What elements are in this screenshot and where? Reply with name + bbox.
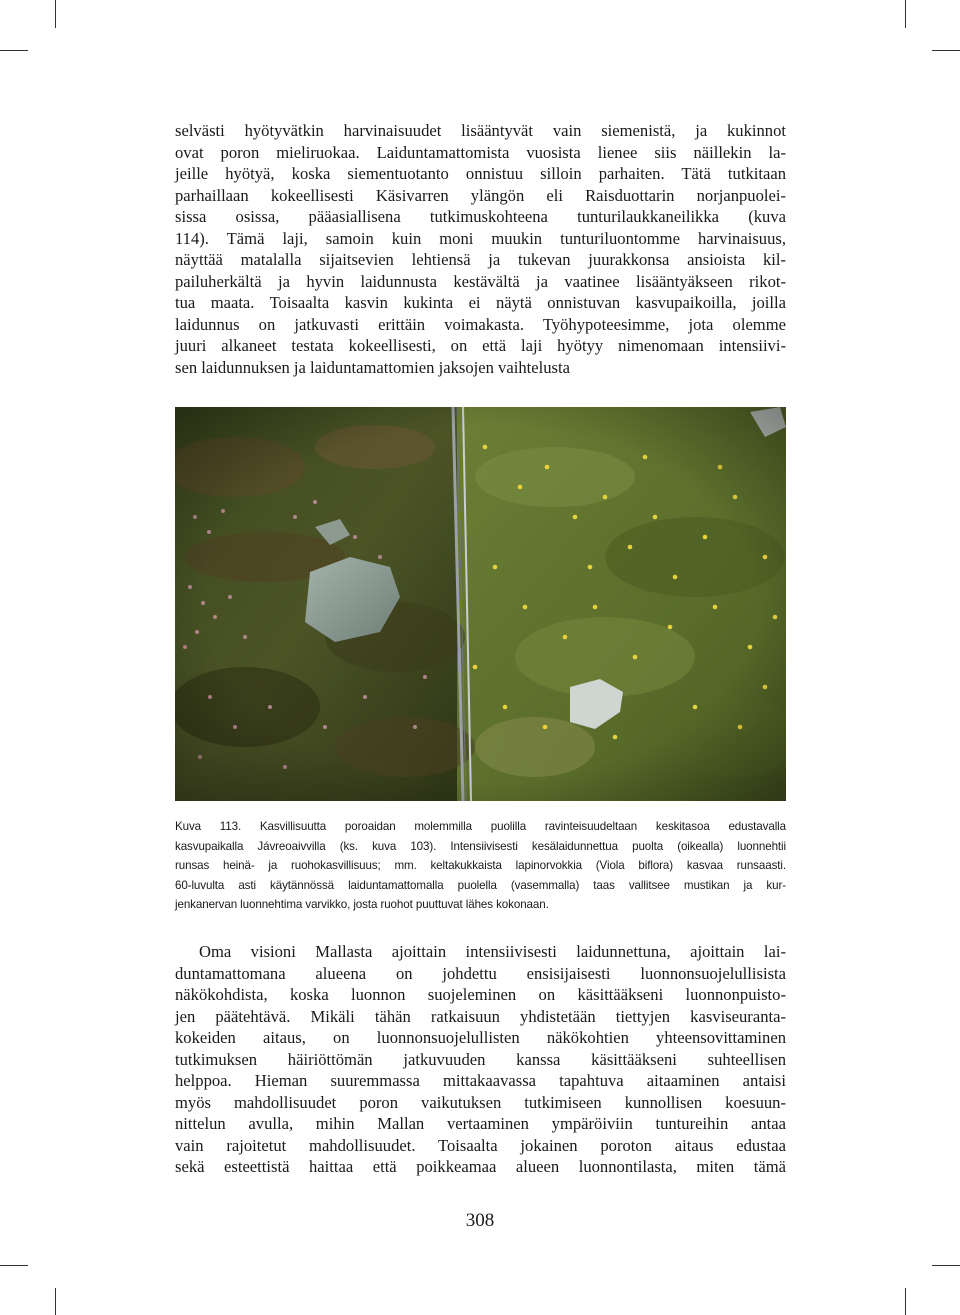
page-number: 308 — [465, 1210, 495, 1231]
text-line: laidunnus on jatkuvasti erittäin voimakasta. Työhypoteesimme, jota olemme — [175, 314, 786, 334]
caption-line: kasvupaikalla Jávreoaivvilla (ks. kuva 103). Intensiivisesti kesälaidunnettua puolta (oikealla) luonnehtii — [175, 839, 786, 853]
caption-line: 60-luvulta asti käytännössä laiduntamattomalla puolella (vasemmalla) taas vallitsee mustikan ja kur- — [175, 878, 786, 892]
text-line: ovat poron mieliruokaa. Laiduntamattomista vuosista lienee siis näillekin la- — [175, 142, 786, 162]
caption-line: jenkanervan luonnehtima varvikko, josta ruohot puuttuvat lähes kokonaan. — [175, 898, 549, 911]
crop-mark-bottom-left-h — [0, 1265, 28, 1266]
caption-line: Kuva 113. Kasvillisuutta poroaidan molemmilla puolilla ravinteisuudeltaan keskitasoa edustavalla — [175, 820, 786, 833]
text-line: sissa osissa, pääasiallisena tutkimuskohteena tunturilaukkaneilikka (kuva — [175, 207, 786, 226]
text-line: sekä esteettistä haittaa että poikkeamaa alueen luonnontilasta, miten tämä — [175, 1157, 786, 1176]
text-line: näkökohdista, koska luonnon suojeleminen on käsittääkseni luonnonpuisto- — [175, 985, 786, 1004]
crop-mark-bottom-right-h — [932, 1265, 960, 1266]
crop-mark-top-left — [55, 0, 56, 28]
text-line: selvästi hyötyvätkin harvinaisuudet lisääntyvät vain siemenistä, ja kukinnot — [175, 121, 786, 140]
crop-mark-top-right-h — [932, 50, 960, 51]
caption-line: runsas heinä- ja ruohokasvillisuus; mm. keltakukkaista lapinorvokkia (Viola biflora) kasvaa runsaasti. — [175, 859, 786, 872]
text-line: Oma visioni Mallasta ajoittain intensiivisesti laidunnettuna, ajoittain lai- — [199, 942, 786, 961]
text-line: duntamattomana alueena on johdettu ensisijaisesti luonnonsuojelullisista — [175, 963, 786, 983]
crop-mark-bottom-left — [55, 1288, 56, 1315]
text-line: tua maata. Toisaalta kasvin kukinta ei näytä onnistuvan kasvupaikoilla, joilla — [175, 293, 786, 312]
text-line: parhaillaan kokeellisesti Käsivarren ylängön eli Raisduottarin norjanpuolei- — [175, 185, 786, 205]
text-line: jen päätehtävä. Mikäli tähän ratkaisuun yhdistetään tiettyjen kasviseuranta- — [175, 1006, 786, 1026]
text-line: 114). Tämä laji, samoin kuin moni muukin tunturiluontomme harvinaisuus, — [175, 228, 786, 248]
text-line: tutkimuksen häiriöttömän jatkuvuuden kanssa käsittääkseni suhteellisen — [175, 1049, 786, 1069]
text-line: näyttää matalalla sijaitsevien lehtiensä ja tukevan juurakkonsa ansioista kil- — [175, 250, 786, 269]
text-line: sen laidunnuksen ja laiduntamattomien jaksojen vaihtelusta — [175, 357, 570, 377]
crop-mark-top-left-h — [0, 50, 28, 51]
text-line: myös mahdollisuudet poron vaikutuksen tutkimiseen kunnollisen koesuun- — [175, 1092, 786, 1112]
text-line: vain rajoitetut mahdollisuudet. Toisaalta jokainen poroton aitaus edustaa — [175, 1135, 786, 1155]
text-line: juuri alkaneet testata kokeellisesti, on että laji hyötyy nimenomaan intensiivi- — [175, 336, 786, 355]
text-line: pailuherkältä ja hyvin laidunnusta kestävältä ja vaatinee lisääntyäkseen rikot- — [175, 271, 786, 291]
crop-mark-bottom-right — [905, 1288, 906, 1315]
text-line: helppoa. Hieman suuremmassa mittakaavassa tapahtuva aitaaminen antaisi — [175, 1071, 786, 1090]
crop-mark-top-right — [905, 0, 906, 28]
photo-illustration — [175, 407, 786, 801]
text-line: kokeiden aitaus, on luonnonsuojelullisten näkökohtien yhteensovittaminen — [175, 1028, 786, 1047]
text-line: nittelun avulla, mihin Mallan vertaaminen ympäröiviin tuntureihin antaa — [175, 1114, 786, 1133]
text-line: jeille hyötyä, koska siementuotanto onnistuu silloin parhaiten. Tätä tutkitaan — [175, 164, 786, 183]
figure-photo-reindeer-fence — [175, 407, 786, 801]
